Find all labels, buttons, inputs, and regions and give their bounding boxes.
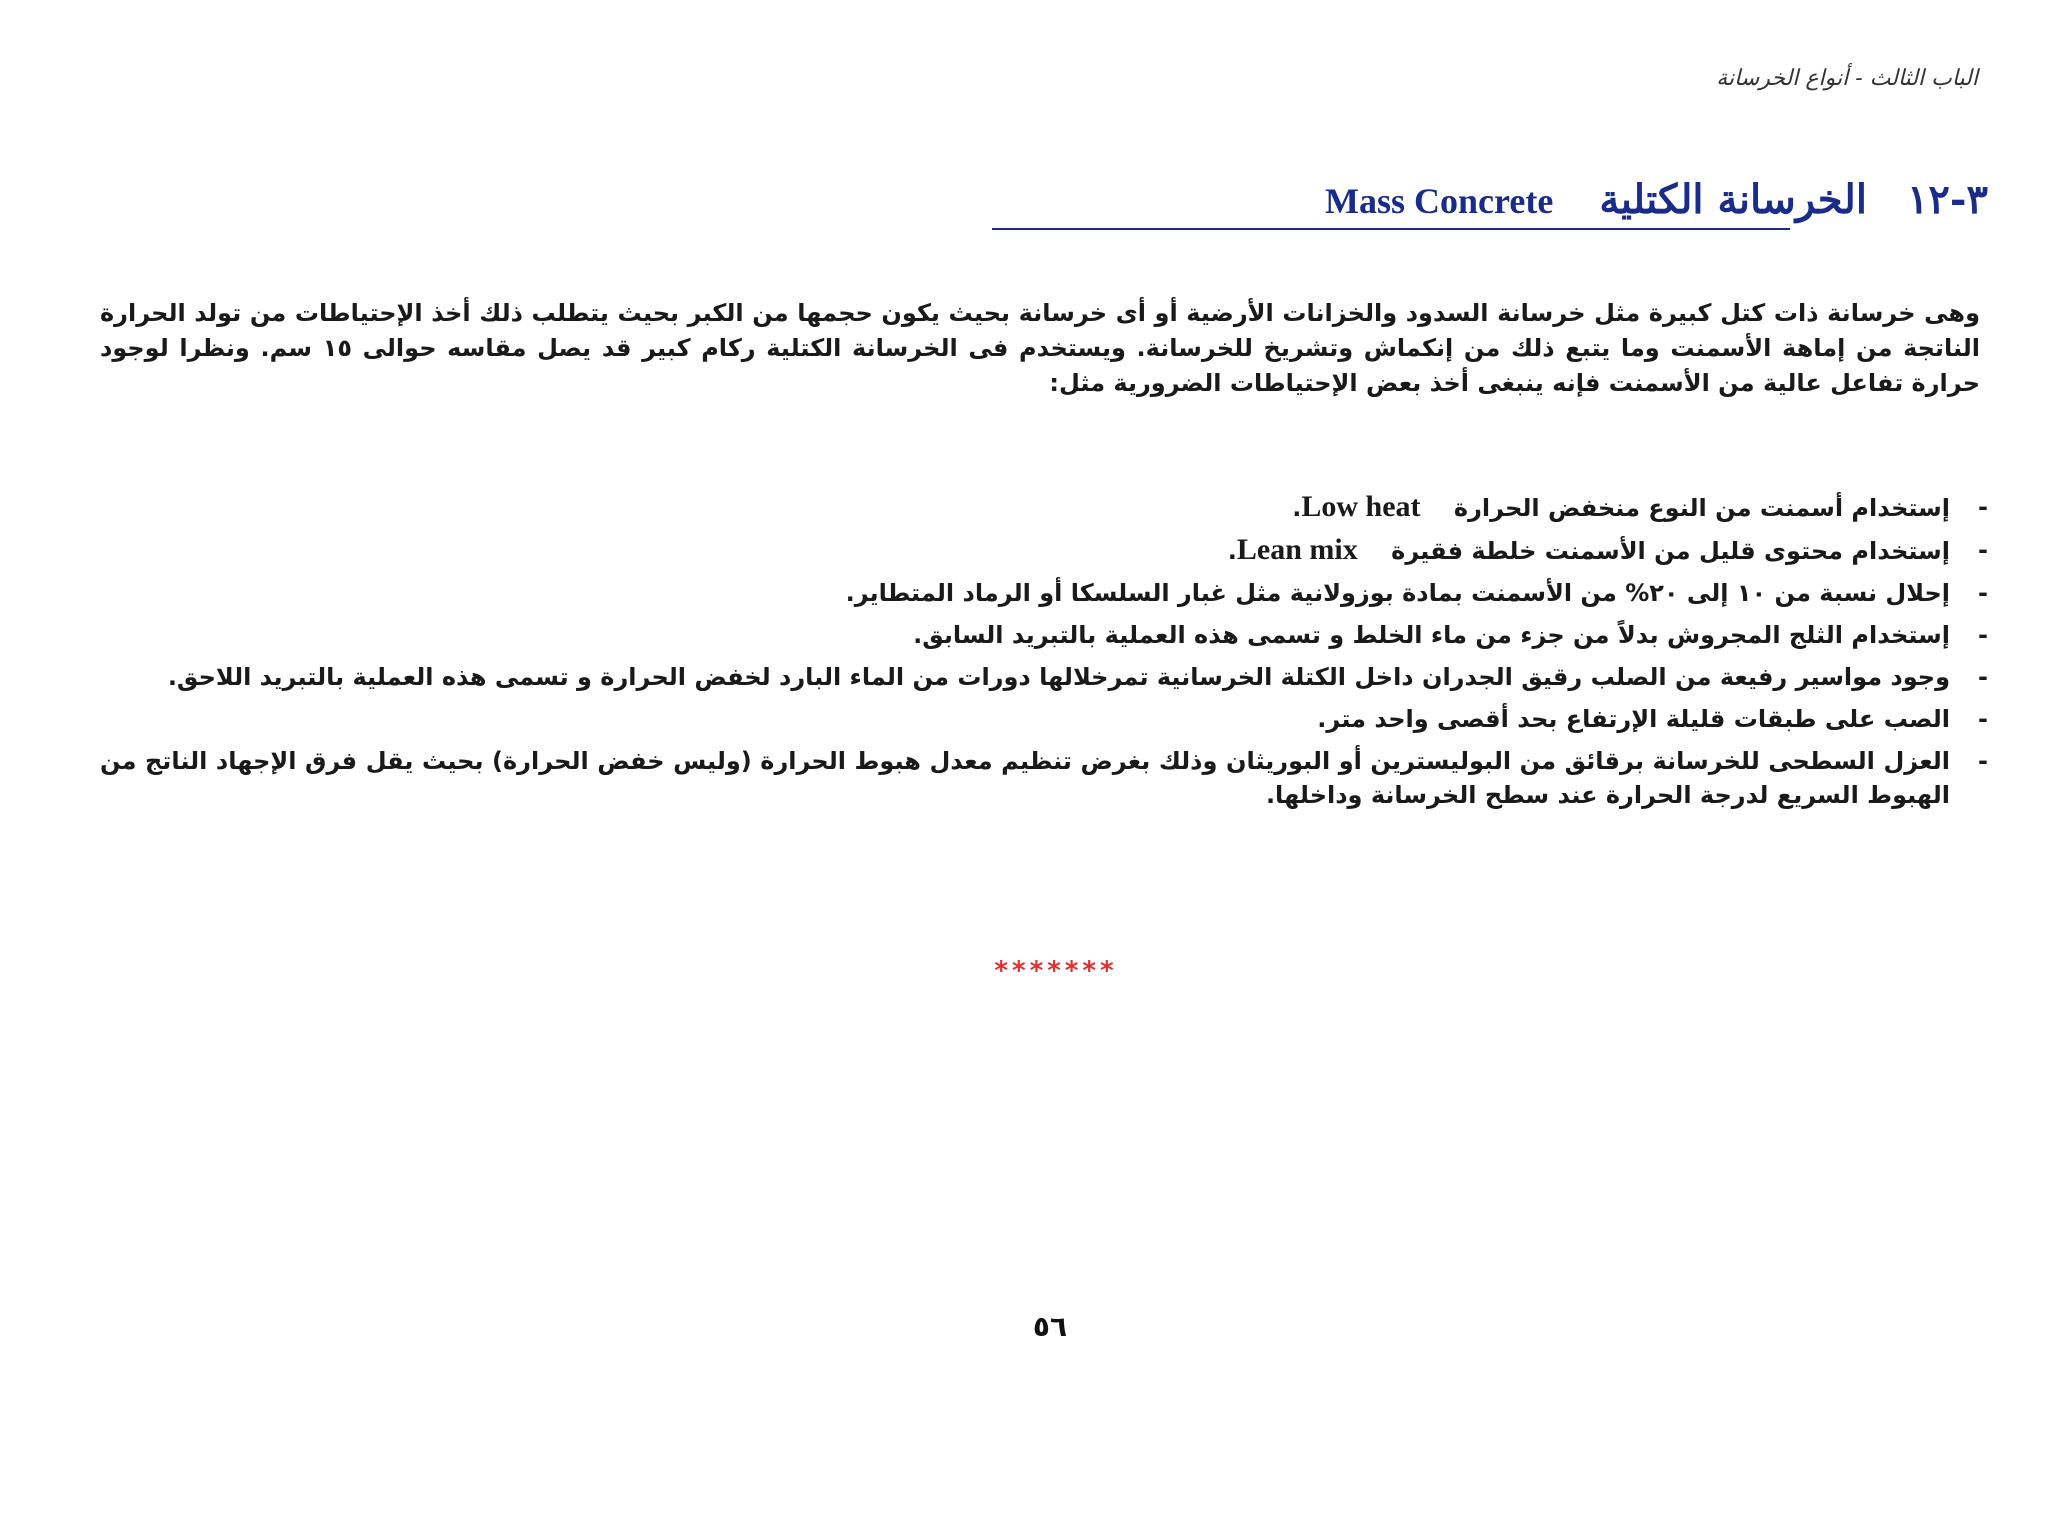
bullet-dash: -	[1978, 705, 1988, 733]
list-item-text: الصب على طبقات قليلة الإرتفاع بحد أقصى واحد متر.	[1317, 705, 1950, 733]
list-item-english-term: Low heat	[1301, 490, 1421, 523]
list-item-period: .	[1292, 494, 1302, 522]
section-separator: *******	[994, 956, 1118, 986]
section-title-arabic: الخرسانة الكتلية	[1599, 176, 1867, 223]
list-item	[100, 660, 1988, 694]
bullet-dash: -	[1978, 747, 1988, 775]
list-item-english-term: Lean mix	[1236, 533, 1358, 566]
list-item	[100, 744, 1988, 812]
bullet-dash: -	[1978, 579, 1988, 607]
list-item-period: .	[1227, 537, 1237, 565]
list-item-text: إستخدام الثلج المجروش بدلاً من جزء من ماء الخلط و تسمى هذه العملية بالتبريد السابق.	[913, 621, 1950, 649]
bullet-dash: -	[1978, 493, 1988, 521]
list-item-text: إحلال نسبة من ١٠ إلى ٢٠% من الأسمنت بمادة بوزولانية مثل غبار السلسكا أو الرماد المتطاير.	[845, 579, 1950, 607]
list-item-text: العزل السطحى للخرسانة برقائق من البوليسترين أو البوريثان وذلك بغرض تنظيم معدل هبوط الحرارة (وليس خفض الحرارة) بحيث يقل فرق الإجهاد الناتج من الهبوط السريع لدرجة الحرارة عند سطح الخرسانة وداخلها.	[100, 747, 1950, 809]
bullet-dash: -	[1978, 663, 1988, 691]
section-number: ٣-١٢	[1906, 176, 1988, 223]
section-title-english: Mass Concrete	[1325, 181, 1554, 221]
list-item-text: إستخدام أسمنت من النوع منخفض الحرارة	[1453, 494, 1950, 522]
list-item-text: إستخدام محتوى قليل من الأسمنت خلطة فقيرة	[1391, 537, 1950, 565]
precautions-list	[100, 490, 1988, 820]
list-item	[100, 618, 1988, 652]
list-item	[100, 576, 1988, 610]
section-title	[1325, 176, 1988, 223]
list-item	[100, 490, 1988, 525]
list-item	[100, 702, 1988, 736]
bullet-dash: -	[1978, 621, 1988, 649]
page-number: ٥٦	[1032, 1310, 1068, 1343]
title-underline	[992, 228, 1790, 230]
list-item-text: وجود مواسير رفيعة من الصلب رقيق الجدران داخل الكتلة الخرسانية تمرخلالها دورات من الماء البارد لخفض الحرارة و تسمى هذه العملية بالتبريد اللاحق.	[167, 663, 1950, 691]
bullet-dash: -	[1978, 536, 1988, 564]
intro-paragraph: وهى خرسانة ذات كتل كبيرة مثل خرسانة السدود والخزانات الأرضية أو أى خرسانة بحيث يكون حجمها من الكبر بحيث يتطلب ذلك أخذ الإحتياطات من تولد الحرارة الناتجة من إماهة الأسمنت وما يتبع ذلك من إنكماش وتشريخ للخرسانة. ويستخدم فى الخرسانة الكتلية ركام كبير قد يصل مقاسه حوالى ١٥ سم. ونظرا لوجود حرارة تفاعل عالية من الأسمنت فإنه ينبغى أخذ بعض الإحتياطات الضرورية مثل:	[100, 299, 1980, 397]
list-item	[100, 533, 1988, 568]
running-header: الباب الثالث - أنواع الخرسانة	[1716, 66, 1978, 91]
